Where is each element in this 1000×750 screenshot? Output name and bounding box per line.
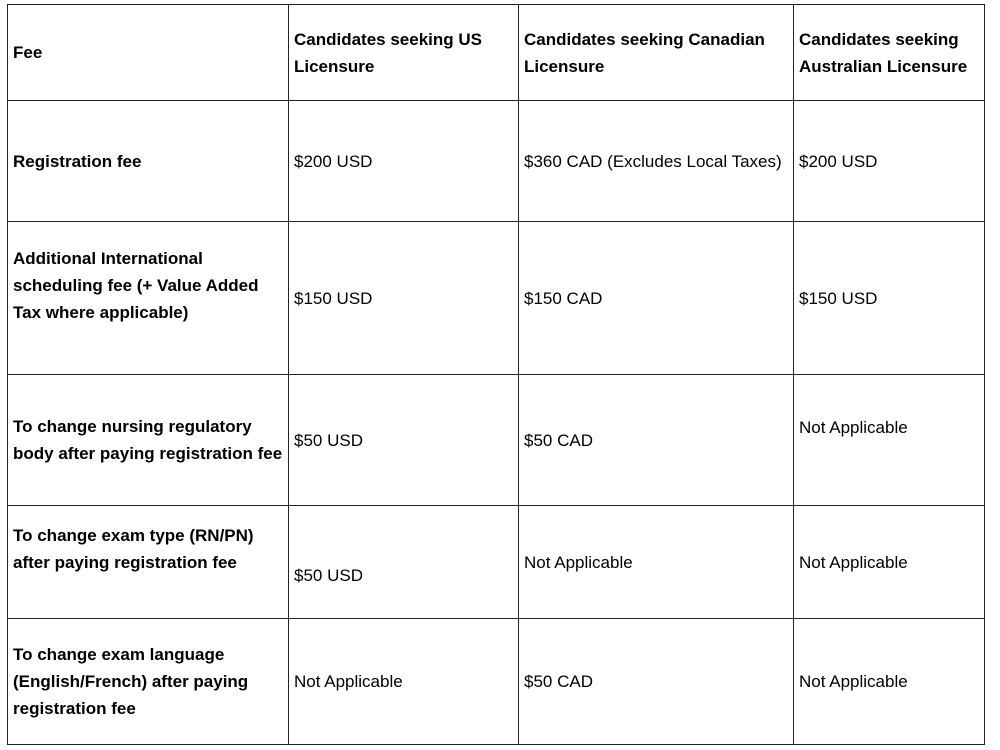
table-row (8, 101, 985, 222)
table-row (8, 222, 985, 375)
cell-us: $200 USD (289, 101, 519, 222)
table-row (8, 375, 985, 506)
cell-us: $150 USD (289, 222, 519, 375)
row-label-change-exam-type (8, 506, 289, 619)
cell-text: $50 USD (294, 565, 363, 585)
cell-us: $50 USD (289, 375, 519, 506)
header-canadian-licensure: Candidates seeking Canadian Licensure (519, 5, 794, 101)
cell-canada: $50 CAD (519, 375, 794, 506)
cell-australia: $150 USD (794, 222, 985, 375)
cell-canada: $150 CAD (519, 222, 794, 375)
table-row (8, 619, 985, 745)
header-us-licensure: Candidates seeking US Licensure (289, 5, 519, 101)
table-row (8, 506, 985, 619)
row-label-change-regulatory-body: To change nursing regulatory body after paying registration fee (8, 375, 289, 506)
cell-canada: $360 CAD (Excludes Local Taxes) (519, 101, 794, 222)
cell-australia: Not Applicable (794, 506, 985, 619)
cell-text: Not Applicable (799, 417, 908, 437)
cell-australia: $200 USD (794, 101, 985, 222)
row-label-text: To change exam type (RN/PN) after paying registration fee (13, 526, 254, 572)
fee-table (7, 4, 985, 745)
cell-australia: Not Applicable (794, 619, 985, 745)
row-label-text: Additional International scheduling fee (+ Value Added Tax where applicable) (13, 248, 259, 322)
table-header-row (8, 5, 985, 101)
cell-australia (794, 375, 985, 506)
cell-canada: $50 CAD (519, 619, 794, 745)
cell-us (289, 506, 519, 619)
header-australian-licensure: Candidates seeking Australian Licensure (794, 5, 985, 101)
row-label-registration-fee: Registration fee (8, 101, 289, 222)
row-label-international-scheduling-fee (8, 222, 289, 375)
row-label-change-exam-language: To change exam language (English/French) after paying registration fee (8, 619, 289, 745)
header-fee: Fee (8, 5, 289, 101)
cell-canada: Not Applicable (519, 506, 794, 619)
cell-us: Not Applicable (289, 619, 519, 745)
